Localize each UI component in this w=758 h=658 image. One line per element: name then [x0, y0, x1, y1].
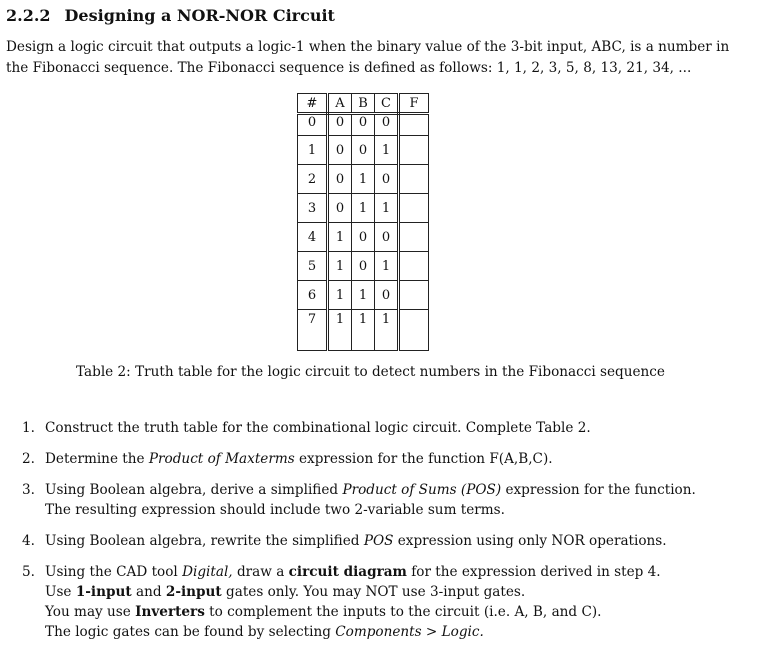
- emphasis-term: Components > Logic.: [335, 624, 484, 640]
- row-index: 7: [298, 310, 328, 351]
- intro-line-2: the Fibonacci sequence. The Fibonacci sequence is defined as follows: 1, 1, 2, 3, 5, 8, 13, 21, 34, ...: [6, 60, 692, 76]
- text-run: The logic gates can be found by selecting: [45, 624, 336, 640]
- intro-line-1: Design a logic circuit that outputs a logic-1 when the binary value of the 3-bit input, ABC, is a number in: [6, 39, 730, 55]
- task-text-continued: [45, 602, 752, 622]
- table-caption: Table 2: Truth table for the logic circuit to detect numbers in the Fibonacci sequence: [76, 364, 665, 380]
- cell-b: 1: [352, 281, 375, 310]
- row-index: 4: [298, 223, 328, 252]
- emphasis-term: Digital,: [182, 564, 233, 580]
- cell-c: 1: [375, 252, 399, 281]
- cell-a: 0: [328, 194, 352, 223]
- task-number: 2.: [22, 451, 35, 467]
- text-run: Using Boolean algebra, derive a simplified: [45, 482, 343, 498]
- cell-f[interactable]: [399, 310, 429, 351]
- header-b: B: [352, 94, 375, 114]
- text-run: to complement the inputs to the circuit (i.e. A, B, and C).: [204, 604, 602, 620]
- header-index: #: [298, 94, 328, 114]
- table-row: [298, 194, 429, 223]
- text-run: Using the CAD tool: [45, 564, 183, 580]
- text-run: Using Boolean algebra, rewrite the simplified: [45, 533, 364, 549]
- emphasis-term: POS: [363, 533, 394, 549]
- bold-term: 1-input: [75, 584, 132, 600]
- cell-a: 1: [328, 310, 352, 351]
- cell-c: 0: [375, 114, 399, 136]
- table-header-row: [298, 94, 429, 114]
- text-run: Determine the: [45, 451, 149, 467]
- cell-c: 1: [375, 194, 399, 223]
- task-text: [45, 531, 752, 551]
- table-row: [298, 281, 429, 310]
- cell-c: 0: [375, 165, 399, 194]
- cell-f[interactable]: [399, 136, 429, 165]
- task-text-continued: [45, 622, 752, 642]
- cell-b: 0: [352, 136, 375, 165]
- cell-b: 1: [352, 165, 375, 194]
- cell-a: 1: [328, 281, 352, 310]
- bold-term: 2-input: [165, 584, 222, 600]
- cell-c: 0: [375, 281, 399, 310]
- header-f: F: [399, 94, 429, 114]
- cell-a: 1: [328, 252, 352, 281]
- cell-a: 0: [328, 114, 352, 136]
- row-index: 6: [298, 281, 328, 310]
- header-c: C: [375, 94, 399, 114]
- cell-b: 0: [352, 252, 375, 281]
- row-index: 2: [298, 165, 328, 194]
- task-item: [22, 531, 752, 551]
- cell-f[interactable]: [399, 165, 429, 194]
- table-row: [298, 136, 429, 165]
- row-index: 0: [298, 114, 328, 136]
- truth-table: [297, 93, 429, 351]
- task-text: Construct the truth table for the combinational logic circuit. Complete Table 2.: [45, 420, 591, 436]
- emphasis-term: Product of Sums (POS): [342, 482, 502, 498]
- table-row: [298, 252, 429, 281]
- text-run: expression for the function.: [501, 482, 696, 498]
- row-index: 5: [298, 252, 328, 281]
- intro-paragraph: [6, 37, 756, 79]
- emphasis-term: Product of Maxterms: [148, 451, 295, 467]
- task-text: [45, 562, 752, 582]
- text-run: Use: [45, 584, 76, 600]
- cell-c: 1: [375, 310, 399, 351]
- table-row: [298, 310, 429, 351]
- task-text: [45, 449, 752, 469]
- cell-a: 0: [328, 136, 352, 165]
- task-item: [22, 480, 752, 520]
- table-row: [298, 223, 429, 252]
- task-number: 4.: [22, 533, 35, 549]
- cell-b: 0: [352, 114, 375, 136]
- section-heading: [6, 6, 335, 25]
- bold-term: circuit diagram: [288, 564, 407, 580]
- cell-f[interactable]: [399, 281, 429, 310]
- row-index: 3: [298, 194, 328, 223]
- cell-c: 1: [375, 136, 399, 165]
- cell-a: 0: [328, 165, 352, 194]
- task-list: [22, 418, 752, 653]
- text-run: expression using only NOR operations.: [393, 533, 667, 549]
- task-number: 1.: [22, 420, 35, 436]
- cell-c: 0: [375, 223, 399, 252]
- task-text-continued: [45, 582, 752, 602]
- text-run: expression for the function F(A,B,C).: [294, 451, 553, 467]
- text-run: draw a: [232, 564, 289, 580]
- task-number: 5.: [22, 564, 35, 580]
- cell-b: 1: [352, 310, 375, 351]
- row-index: 1: [298, 136, 328, 165]
- text-run: and: [131, 584, 166, 600]
- cell-f[interactable]: [399, 252, 429, 281]
- cell-f[interactable]: [399, 223, 429, 252]
- cell-b: 1: [352, 194, 375, 223]
- cell-f[interactable]: [399, 114, 429, 136]
- table-row: [298, 165, 429, 194]
- text-run: for the expression derived in step 4.: [406, 564, 661, 580]
- section-title: Designing a NOR-NOR Circuit: [64, 6, 335, 25]
- table-row: [298, 114, 429, 136]
- task-text: [45, 480, 752, 500]
- text-run: You may use: [45, 604, 136, 620]
- cell-b: 0: [352, 223, 375, 252]
- task-item: [22, 562, 752, 642]
- task-item: [22, 418, 752, 438]
- header-a: A: [328, 94, 352, 114]
- task-item: [22, 449, 752, 469]
- section-number: 2.2.2: [6, 6, 51, 25]
- text-run: gates only. You may NOT use 3-input gates.: [221, 584, 526, 600]
- task-text-continued: The resulting expression should include two 2-variable sum terms.: [45, 502, 505, 518]
- task-number: 3.: [22, 482, 35, 498]
- cell-f[interactable]: [399, 194, 429, 223]
- cell-a: 1: [328, 223, 352, 252]
- bold-term: Inverters: [135, 604, 205, 620]
